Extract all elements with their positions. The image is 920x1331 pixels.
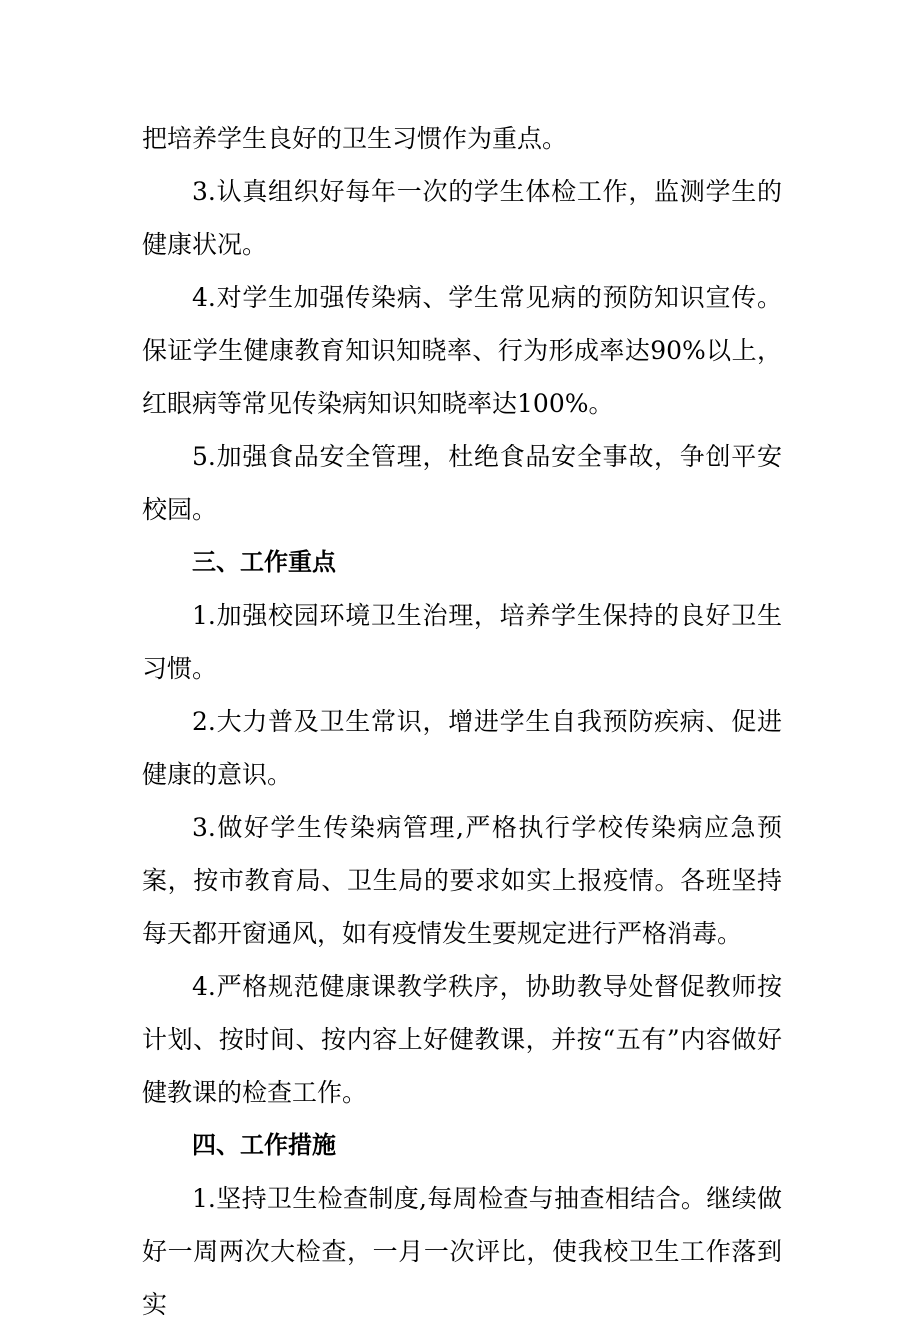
section-heading-work-focus: 三、工作重点 bbox=[192, 548, 336, 576]
paragraph-item-5-food-safety: 5.加强食品安全管理，杜绝食品安全事故，争创平安校园。 bbox=[142, 442, 782, 524]
section-heading-work-measures: 四、工作措施 bbox=[192, 1131, 336, 1159]
paragraph-focus-3-infectious-disease: 3.做好学生传染病管理,严格执行学校传染病应急预案，按市教育局、卫生局的要求如实上报疫情。各班坚持每天都开窗通风，如有疫情发生要规定进行严格消毒。 bbox=[142, 813, 782, 948]
document-body bbox=[142, 112, 782, 1331]
paragraph-item-3-health-check: 3.认真组织好每年一次的学生体检工作，监测学生的健康状况。 bbox=[142, 177, 782, 259]
paragraph-measure-1-inspection: 1.坚持卫生检查制度,每周检查与抽查相结合。继续做好一周两次大检查，一月一次评比，使我校卫生工作落到实 bbox=[142, 1184, 782, 1319]
paragraph-focus-4-health-class: 4.严格规范健康课教学秩序，协助教导处督促教师按计划、按时间、按内容上好健教课，并按“五有”内容做好健教课的检查工作。 bbox=[142, 972, 782, 1107]
paragraph-continuation: 把培养学生良好的卫生习惯作为重点。 bbox=[142, 124, 568, 153]
paragraph-focus-2-hygiene-knowledge: 2.大力普及卫生常识，增进学生自我预防疾病、促进健康的意识。 bbox=[142, 707, 782, 789]
paragraph-item-4-disease-prevention: 4.对学生加强传染病、学生常见病的预防知识宣传。保证学生健康教育知识知晓率、行为形成率达90%以上，红眼病等常见传染病知识知晓率达100%。 bbox=[142, 283, 782, 418]
paragraph-focus-1-environment: 1.加强校园环境卫生治理，培养学生保持的良好卫生习惯。 bbox=[142, 601, 782, 683]
